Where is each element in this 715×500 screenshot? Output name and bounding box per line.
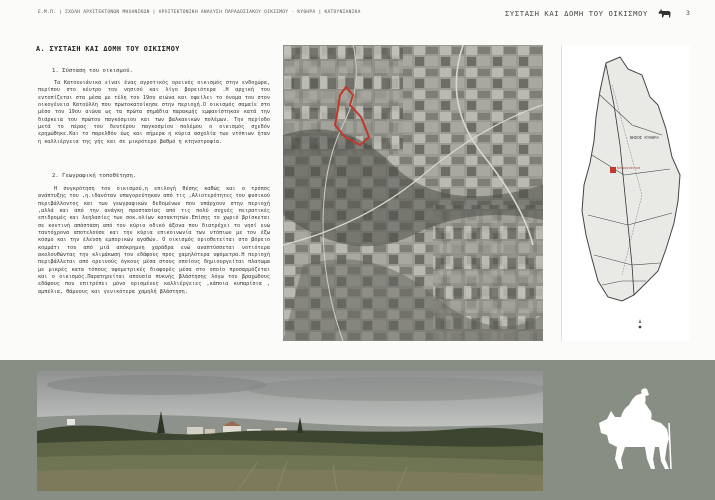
map-title: ΝΗΣΟΣ ΚΥΘΗΡΑ	[630, 135, 659, 140]
settlement-marker	[610, 167, 616, 173]
island-map	[561, 45, 690, 341]
section-title: Α. ΣΥΣΤΑΣΗ ΚΑΙ ΔΟΜΗ ΤΟΥ ΟΙΚΙΣΜΟΥ	[36, 45, 180, 53]
subheading-1: 1. Σύσταση του οικισμού.	[52, 68, 133, 74]
header-breadcrumb: Ε.Μ.Π. | ΣΧΟΛΗ ΑΡΧΙΤΕΚΤΟΝΩΝ ΜΗΧΑΝΙΚΩΝ | ΑΡΧΙΤΕΚΤΟΝΙΚΗ ΑΝΑΛΥΣΗ ΠΑΡΑΔΟΣΙΑΚΟΥ ΟΙΚΙΣΜΟΥ - ΚΥΘΗΡΑ | ΚΑΤΟΥΝΙΑΝΙΚΑ	[38, 10, 361, 15]
mule-icon	[658, 8, 672, 18]
aerial-photo	[283, 45, 543, 341]
paragraph-2: Η συγκρότηση του οικισμού,η επιλογή θέσης καθώς και ο τρόπος ανάπτυξης του ,η.ιδανόταν υπαγορεύτηκαν από τις ,Αλιοτερότητες του φυσικού περιβάλλοντος και των γεωγραφικών δεδομένων που υπάρχουν στην περιοχή ,αλλά και από την ανάγκη προστασίας από τις πολύ συχνές πειρατικές επιδρομές και λεηλασίες των σοκ.ολίων κατακτητών.Επίσης το χωριό βρίσκεται σε κοντινή απόσταση από τον κύριο οδικό άξονα που διατρέχει το νησί ενώ ταυτόχρονα αποτελούσε και την κύρια επικοινωνία των ντόπιων με τον έξω κόσμο και την έλευση εμπορικών αγαθών. Ο οικισμός οριοθετείται στο βόρειο κομμάτι του από μιά απόκρημνη χαράδρα ενώ αναπτύσσεται νοτιότερα ακολουθώντας την κλιμάκωση του εδάφους προς χαμηλότερα υψόμετρα.Η περιοχή περιβάλλεται από ορεινούς όγκους μέσα στους οποίους δημιουργείται πλατωμα με μικρές κατα τόπους υψομετρικές διαφορές μέσα στο οποίο προσαρμόζεται και ο οικισμός.Παρατηρείται απουσία πυκνής βλάστησης λόγω του βραχώδους εδάφους που επιτρέπει μόνο ορισμένες καλλιέργειες ,κάποια κυπαρίσια , αμπέλια, θάμνους και γενικότερα χαμηλή βλάστηση.	[38, 186, 270, 295]
settlement-map-label: Κατουνιάνικα	[617, 166, 641, 170]
panorama-photo	[37, 371, 543, 491]
mule-illustration-icon	[585, 383, 685, 473]
paragraph-1: Τα Κατουνιάνικα είναι ένας αγροτικός ορεινός οικισμός στην ενδοχώρα, περίπου στο κέντρο του νησιού και λίγο βορειότερα .Η αρχική του εντοπίζεται στα μέσα με τέλη του 19ου αιώνα και οφείλει το όνομα του στον οικογένεια Κατούλλη που πρωτοκατοίκησε στην περιοχή.Ο οικισμός σαμαίε στο μέσο του 19ου αιώνα ως τα πρώτα σημάδια παρακμής εμφανίστηκαν κατά την διάρκεια του πρώτου παγκόσμιου και των βαλκανικών πολέμων. Την περίοδο μετά το πέρας του δευτέρου παγκοσμίου πολέμου ο οικισμός σχεδόν ερημώθηκε.Και το παρελθόν έως και σήμερα η κύρια ασχολία των ντόπιων ήταν η καλλιέργεια της γής και σε μικρότερο βαθμό η κτηνοτροφία.	[38, 80, 270, 145]
page-number: 3	[686, 9, 690, 17]
subheading-2: 2. Γεωγραφική τοποθέτηση.	[52, 173, 137, 179]
header-title: ΣΥΣΤΑΣΗ ΚΑΙ ΔΟΜΗ ΤΟΥ ΟΙΚΙΣΜΟΥ	[505, 9, 648, 18]
